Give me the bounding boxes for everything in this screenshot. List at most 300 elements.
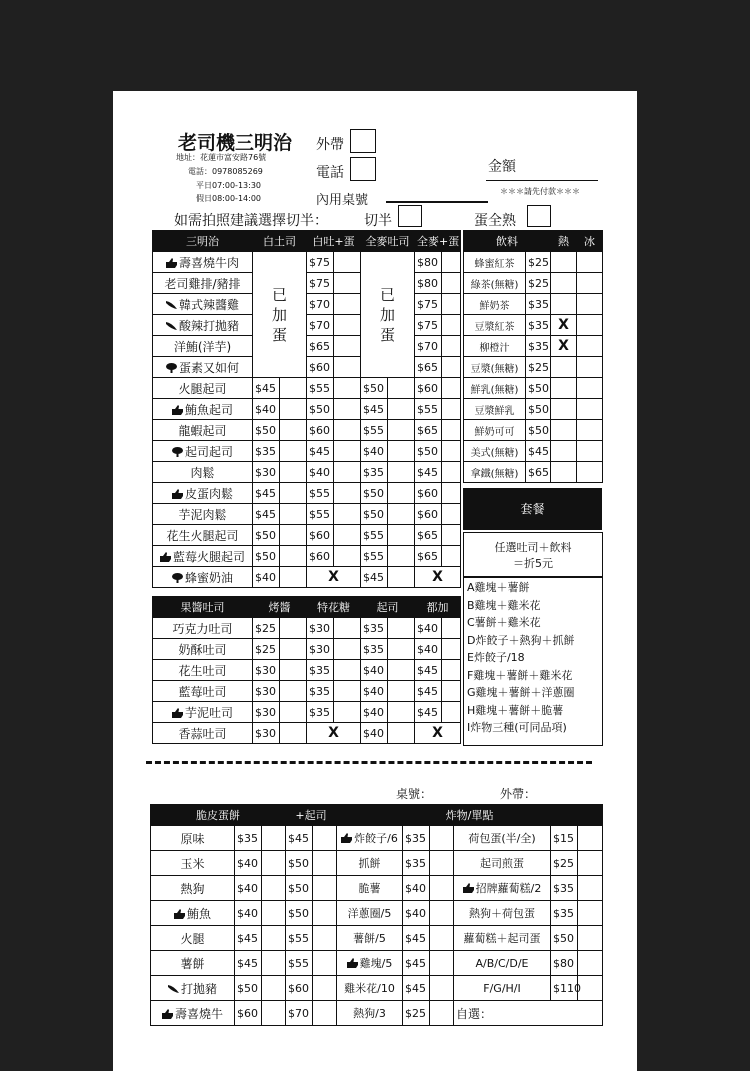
price-cell: $50 [361, 378, 388, 399]
price-cell: $35 [361, 462, 388, 483]
item-name: 起司起司 [153, 441, 253, 462]
table-row [153, 723, 461, 744]
price-cell: $50 [286, 851, 313, 876]
price-cell: $45 [253, 483, 280, 504]
drink-name: 蜂蜜紅茶 [464, 252, 526, 273]
sandwich-col-header: 三明治 [153, 231, 253, 252]
cheese-header: +起司 [286, 805, 337, 826]
combo-rule: 任選吐司＋飲料 ＝折5元 [463, 532, 603, 578]
crepe-name: 薯餅 [151, 951, 235, 976]
drink-name: 美式(無糖) [464, 441, 526, 462]
price-cell: $50 [253, 546, 280, 567]
price-cell: $45 [415, 681, 442, 702]
toast-col-header: 特花糖 [307, 597, 361, 618]
amount-line[interactable] [486, 180, 598, 181]
price-cell: $65 [415, 357, 442, 378]
price-cell: $40 [235, 851, 262, 876]
item-name: 芋泥吐司 [153, 702, 253, 723]
table-row [464, 420, 603, 441]
crepe-name: 壽喜燒牛 [151, 1001, 235, 1026]
price-cell: $40 [235, 901, 262, 926]
table-row [464, 252, 603, 273]
combo-item: E炸餃子/18 [467, 651, 525, 664]
dinein-label: 內用桌號 [316, 193, 369, 208]
combo-item: F雞塊＋薯餅＋雞米花 [467, 668, 573, 682]
price-cell: $50 [253, 525, 280, 546]
price-cell: $55 [286, 951, 313, 976]
crepe-name: 打拋豬 [151, 976, 235, 1001]
table-row [153, 660, 461, 681]
ice-option [577, 441, 603, 462]
hot-option [551, 378, 577, 399]
price-cell: $50 [526, 420, 551, 441]
price-cell: $60 [307, 420, 334, 441]
price-cell: $45 [403, 951, 430, 976]
hot-option [551, 441, 577, 462]
table-row [153, 567, 461, 588]
crepe-name: 鮪魚 [151, 901, 235, 926]
price-cell: $25 [526, 252, 551, 273]
price-cell: $65 [526, 462, 551, 483]
price-cell: $55 [415, 399, 442, 420]
table-row [153, 252, 461, 273]
ice-option [577, 462, 603, 483]
hot-option [551, 273, 577, 294]
combo-header: 套餐 [463, 488, 602, 530]
thumbs-up-icon [463, 883, 474, 893]
shop-phone: 電話：0978085269 [188, 167, 263, 176]
price-cell: $40 [235, 876, 262, 901]
item-name: 韓式辣醬雞 [153, 294, 253, 315]
price-cell: $35 [551, 901, 578, 926]
price-cell: $75 [415, 294, 442, 315]
sandwich-col-header: 白土司 [253, 231, 307, 252]
price-cell: $65 [415, 420, 442, 441]
hot-option [551, 420, 577, 441]
item-name: 火腿起司 [153, 378, 253, 399]
price-cell: $40 [361, 723, 388, 744]
combo-item: D炸餃子＋熱狗＋抓餅 [467, 633, 575, 647]
drink-name: 豆漿(無糖) [464, 357, 526, 378]
thumbs-up-icon [162, 1009, 173, 1019]
price-cell: $60 [307, 525, 334, 546]
price-cell: $40 [361, 441, 388, 462]
shop-address: 地址：花蓮市富安路76號 [176, 153, 267, 162]
lower-menu-table [150, 804, 603, 1026]
sandwich-header-row [153, 231, 461, 252]
price-cell: $35 [307, 660, 334, 681]
price-cell: $45 [253, 378, 280, 399]
fried-name: 洋蔥圈/5 [337, 901, 403, 926]
price-cell: $35 [551, 876, 578, 901]
price-cell: $60 [307, 357, 334, 378]
price-cell: $35 [403, 826, 430, 851]
table-row [153, 618, 461, 639]
ice-option [577, 399, 603, 420]
thumbs-up-icon [341, 833, 352, 843]
sandwich-col-header: 白吐+蛋 [307, 231, 361, 252]
price-cell: $40 [253, 567, 280, 588]
unavailable-mark: X [415, 723, 461, 744]
item-name: 花生火腿起司 [153, 525, 253, 546]
price-cell: $35 [526, 315, 551, 336]
price-cell: $45 [403, 976, 430, 1001]
single-name: F/G/H/I [454, 976, 551, 1001]
drink-name: 綠茶(無糖) [464, 273, 526, 294]
hot-option [551, 462, 577, 483]
unavailable-mark: X [307, 723, 361, 744]
item-name: 藍莓火腿起司 [153, 546, 253, 567]
combo-item: A雞塊＋薯餅 [467, 581, 530, 594]
drink-header-row [464, 231, 603, 252]
takeout-checkbox[interactable] [350, 129, 376, 153]
thumbs-up-icon [172, 405, 183, 415]
prepay-note: ＊＊＊請先付款＊＊＊ [500, 187, 580, 196]
price-cell: $40 [361, 660, 388, 681]
combo-items [463, 576, 603, 746]
cut-note: 如需拍照建議選擇切半： [174, 213, 328, 229]
price-cell: $40 [361, 681, 388, 702]
price-cell: $45 [415, 660, 442, 681]
price-cell: $70 [307, 294, 334, 315]
price-cell: $25 [526, 357, 551, 378]
hot-col-header: 熱 [551, 231, 577, 252]
price-cell: $55 [361, 546, 388, 567]
unavailable-mark: X [415, 567, 461, 588]
price-cell: $60 [286, 976, 313, 1001]
tel-label: 電話 [316, 165, 344, 181]
item-name: 巧克力吐司 [153, 618, 253, 639]
price-cell: $50 [307, 399, 334, 420]
price-cell: $55 [286, 926, 313, 951]
ice-option [577, 420, 603, 441]
table-row [464, 462, 603, 483]
table-row [153, 483, 461, 504]
price-cell: $40 [403, 901, 430, 926]
price-cell: $70 [286, 1001, 313, 1026]
price-cell: $75 [307, 273, 334, 294]
price-cell: $30 [307, 618, 334, 639]
fried-name: 抓餅 [337, 851, 403, 876]
drink-name: 鮮奶可可 [464, 420, 526, 441]
table-row [153, 525, 461, 546]
price-cell: $25 [253, 618, 280, 639]
price-cell: $45 [235, 951, 262, 976]
price-cell: $50 [361, 504, 388, 525]
price-cell: $40 [415, 639, 442, 660]
table-row [153, 681, 461, 702]
drink-name: 豆漿鮮乳 [464, 399, 526, 420]
combo-item: I炸物三種(可同品項) [467, 721, 567, 734]
single-name: 招牌蘿蔔糕/2 [454, 876, 551, 901]
table-row [464, 336, 603, 357]
toast-table [152, 596, 461, 744]
table-row [153, 315, 461, 336]
item-name: 壽喜燒牛肉 [153, 252, 253, 273]
crepe-name: 玉米 [151, 851, 235, 876]
drink-name: 拿鐵(無糖) [464, 462, 526, 483]
thumbs-up-icon [347, 958, 358, 968]
price-cell: $60 [415, 504, 442, 525]
hot-option: X [551, 315, 577, 336]
single-name: 起司煎蛋 [454, 851, 551, 876]
price-cell: $30 [253, 702, 280, 723]
price-cell: $70 [415, 336, 442, 357]
item-name: 洋鮪(洋芋) [153, 336, 253, 357]
table-row [151, 976, 603, 1001]
dinein-line[interactable] [386, 201, 488, 203]
unavailable-mark: X [307, 567, 361, 588]
price-cell: $60 [307, 546, 334, 567]
table-row [153, 639, 461, 660]
vegetarian-tree-icon [172, 447, 183, 457]
ice-col-header: 冰 [577, 231, 603, 252]
table-row [464, 399, 603, 420]
price-cell: $65 [415, 546, 442, 567]
price-cell: $45 [253, 504, 280, 525]
chili-pepper-icon [168, 984, 179, 994]
table-row [151, 951, 603, 976]
table-row [151, 926, 603, 951]
table-row [153, 504, 461, 525]
item-name: 肉鬆 [153, 462, 253, 483]
price-cell: $40 [361, 702, 388, 723]
thumbs-up-icon [166, 258, 177, 268]
price-cell: $60 [235, 1001, 262, 1026]
table-row [153, 546, 461, 567]
egg-included-note-2: 已 加 蛋 [361, 252, 415, 378]
price-cell: $75 [307, 252, 334, 273]
fried-name: 雞米花/10 [337, 976, 403, 1001]
ice-option [577, 273, 603, 294]
cut-half-checkbox[interactable] [398, 205, 422, 227]
price-cell: $30 [307, 639, 334, 660]
price-cell: $35 [361, 639, 388, 660]
price-cell: $55 [307, 483, 334, 504]
table-row [151, 876, 603, 901]
price-cell: $55 [307, 378, 334, 399]
price-cell: $35 [361, 618, 388, 639]
item-name: 香蒜吐司 [153, 723, 253, 744]
table-row [151, 851, 603, 876]
price-cell: $65 [307, 336, 334, 357]
combo-item: C薯餅＋雞米花 [467, 616, 541, 629]
toast-col-header: 都加 [415, 597, 461, 618]
ice-option [577, 252, 603, 273]
fried-name: 炸餃子/6 [337, 826, 403, 851]
lower-header-row [151, 805, 603, 826]
item-name: 花生吐司 [153, 660, 253, 681]
price-cell: $25 [551, 851, 578, 876]
chili-pepper-icon [166, 321, 177, 331]
table-row [151, 826, 603, 851]
price-cell: $35 [235, 826, 262, 851]
combo-item: G雞塊＋薯餅＋洋蔥圈 [467, 686, 575, 699]
price-cell: $40 [253, 399, 280, 420]
price-cell: $80 [415, 252, 442, 273]
item-name: 酸辣打拋豬 [153, 315, 253, 336]
ice-option [577, 357, 603, 378]
price-cell: $50 [361, 483, 388, 504]
table-row [153, 273, 461, 294]
price-cell: $35 [403, 851, 430, 876]
price-cell: $45 [415, 702, 442, 723]
item-name: 藍莓吐司 [153, 681, 253, 702]
single-name: A/B/C/D/E [454, 951, 551, 976]
custom-select-field: 自選： [454, 1001, 603, 1026]
price-cell: $45 [526, 441, 551, 462]
cut-half-label: 切半 [364, 213, 392, 229]
hot-option [551, 399, 577, 420]
fried-name: 薯餅/5 [337, 926, 403, 951]
thumbs-up-icon [172, 489, 183, 499]
table-row [153, 357, 461, 378]
price-cell: $40 [307, 462, 334, 483]
ice-option [577, 294, 603, 315]
crepe-header: 脆皮蛋餅 [151, 805, 286, 826]
price-cell: $55 [307, 504, 334, 525]
price-cell: $50 [526, 378, 551, 399]
table-row [153, 294, 461, 315]
ice-option [577, 336, 603, 357]
table-row [464, 441, 603, 462]
egg-full-checkbox[interactable] [527, 205, 551, 227]
combo-item: B雞塊＋雞米花 [467, 598, 541, 612]
hot-option [551, 294, 577, 315]
hot-option: X [551, 336, 577, 357]
price-cell: $60 [415, 483, 442, 504]
amount-label: 金額 [488, 159, 516, 175]
egg-full-label: 蛋全熟 [474, 213, 516, 229]
table-row [153, 399, 461, 420]
price-cell: $50 [235, 976, 262, 1001]
ice-option [577, 378, 603, 399]
price-cell: $45 [403, 926, 430, 951]
table-row [153, 702, 461, 723]
price-cell: $70 [307, 315, 334, 336]
egg-included-note-1: 已 加 蛋 [253, 252, 307, 378]
price-cell: $50 [253, 420, 280, 441]
item-name: 皮蛋肉鬆 [153, 483, 253, 504]
price-cell: $110 [551, 976, 578, 1001]
crepe-name: 火腿 [151, 926, 235, 951]
table-row [464, 378, 603, 399]
price-cell: $80 [551, 951, 578, 976]
price-cell: $25 [403, 1001, 430, 1026]
table-row [464, 273, 603, 294]
thumbs-up-icon [174, 909, 185, 919]
price-cell: $45 [286, 826, 313, 851]
price-cell: $55 [361, 525, 388, 546]
table-row [151, 1001, 603, 1026]
drink-name: 鮮乳(無糖) [464, 378, 526, 399]
price-cell: $60 [415, 378, 442, 399]
toast-col-header: 烤醬 [253, 597, 307, 618]
price-cell: $50 [526, 399, 551, 420]
price-cell: $40 [403, 876, 430, 901]
hot-option [551, 252, 577, 273]
price-cell: $35 [253, 441, 280, 462]
price-cell: $50 [551, 926, 578, 951]
single-name: 蘿蔔糕＋起司蛋 [454, 926, 551, 951]
drink-name: 豆漿紅茶 [464, 315, 526, 336]
toast-col-header: 果醬吐司 [153, 597, 253, 618]
sandwich-table [152, 230, 461, 588]
price-cell: $40 [415, 618, 442, 639]
price-cell: $30 [253, 462, 280, 483]
crepe-name: 原味 [151, 826, 235, 851]
hours-holiday: 假日08:00-14:00 [196, 194, 261, 203]
price-cell: $25 [526, 273, 551, 294]
price-cell: $50 [286, 876, 313, 901]
item-name: 蜂蜜奶油 [153, 567, 253, 588]
tel-box[interactable] [350, 157, 376, 181]
item-name: 龍蝦起司 [153, 420, 253, 441]
price-cell: $50 [415, 441, 442, 462]
single-name: 熱狗＋荷包蛋 [454, 901, 551, 926]
item-name: 芋泥肉鬆 [153, 504, 253, 525]
price-cell: $65 [415, 525, 442, 546]
price-cell: $75 [415, 315, 442, 336]
drink-name: 柳橙汁 [464, 336, 526, 357]
item-name: 鮪魚起司 [153, 399, 253, 420]
vegetarian-tree-icon [166, 363, 177, 373]
price-cell: $35 [307, 681, 334, 702]
vegetarian-tree-icon [172, 573, 183, 583]
hot-option [551, 357, 577, 378]
toast-col-header: 起司 [361, 597, 415, 618]
price-cell: $45 [361, 399, 388, 420]
price-cell: $25 [253, 639, 280, 660]
lower-takeout-label: 外帶： [500, 787, 537, 801]
hours-weekday: 平日07:00-13:30 [196, 181, 261, 190]
price-cell: $35 [526, 336, 551, 357]
item-name: 奶酥吐司 [153, 639, 253, 660]
table-row [153, 441, 461, 462]
price-cell: $55 [361, 420, 388, 441]
table-no-label: 桌號： [396, 787, 433, 801]
price-cell: $15 [551, 826, 578, 851]
thumbs-up-icon [160, 552, 171, 562]
item-name: 蛋素又如何 [153, 357, 253, 378]
price-cell: $35 [307, 702, 334, 723]
price-cell: $45 [307, 441, 334, 462]
fried-header: 炸物/單點 [337, 805, 603, 826]
shop-name: 老司機三明治 [178, 132, 293, 154]
drink-table [463, 230, 603, 483]
price-cell: $45 [415, 462, 442, 483]
cut-line [146, 761, 592, 764]
fried-name: 脆薯 [337, 876, 403, 901]
takeout-label: 外帶 [316, 137, 344, 153]
drink-col-header: 飲料 [464, 231, 551, 252]
fried-name: 熱狗/3 [337, 1001, 403, 1026]
price-cell: $45 [235, 926, 262, 951]
table-row [151, 901, 603, 926]
price-cell: $30 [253, 660, 280, 681]
thumbs-up-icon [172, 708, 183, 718]
fried-name: 雞塊/5 [337, 951, 403, 976]
chili-pepper-icon [166, 300, 177, 310]
price-cell: $35 [526, 294, 551, 315]
item-name: 老司雞排/豬排 [153, 273, 253, 294]
table-row [464, 315, 603, 336]
table-row [153, 336, 461, 357]
price-cell: $30 [253, 681, 280, 702]
toast-header-row [153, 597, 461, 618]
table-row [153, 378, 461, 399]
ice-option [577, 315, 603, 336]
